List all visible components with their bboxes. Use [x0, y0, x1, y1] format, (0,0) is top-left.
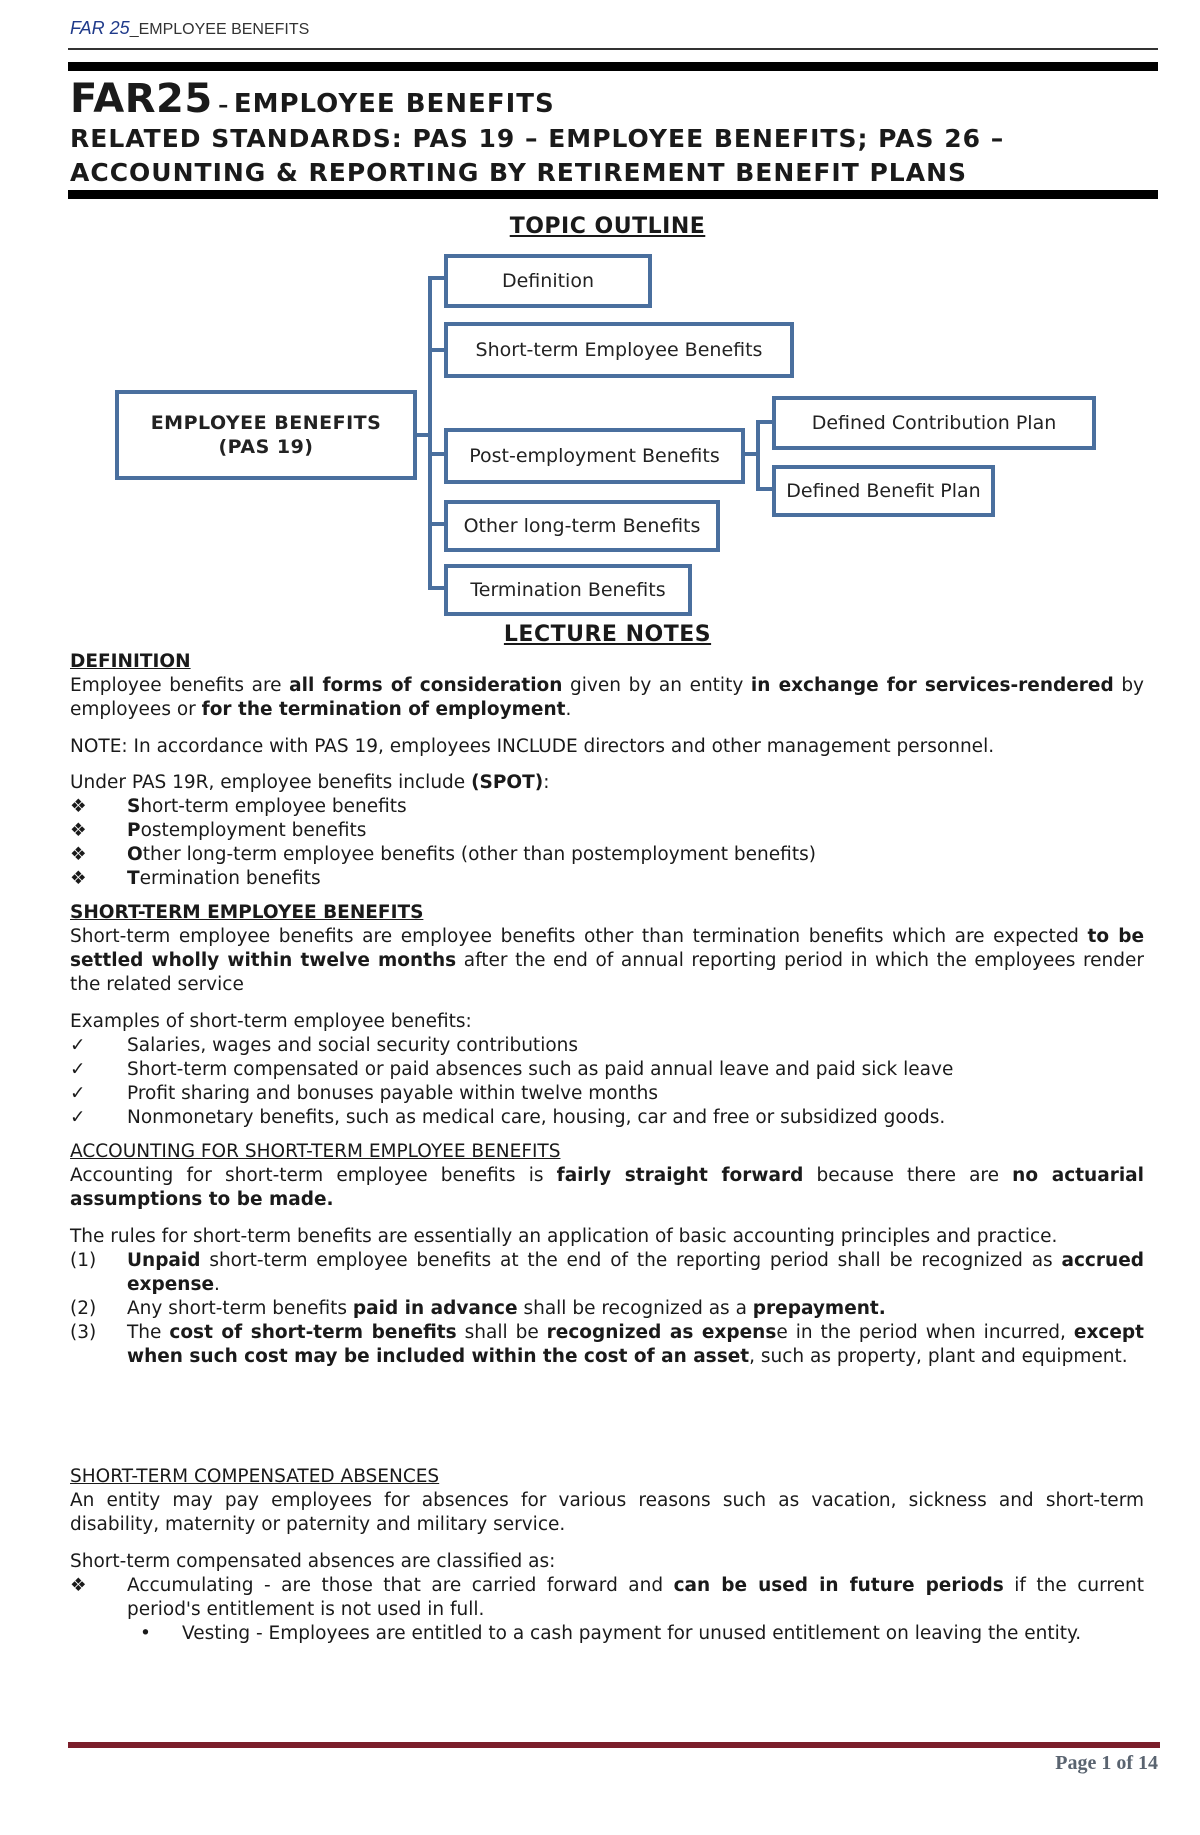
text-run: after the end of annual reporting period in which the employees render the related service	[70, 950, 1144, 995]
text-run: Under PAS 19R, employee benefits include	[70, 772, 472, 793]
text-run-bold: to be settled wholly within twelve months	[70, 926, 1144, 971]
rule-number: (1)	[70, 1250, 97, 1271]
outline-root-box	[115, 390, 417, 480]
outline-label-defined-contribution: Defined Contribution Plan	[811, 412, 1057, 434]
outline-root-sublabel: (PAS 19)	[218, 436, 314, 458]
title-code: FAR25	[70, 76, 213, 122]
diamond-bullet-icon: ❖	[70, 868, 87, 889]
outline-box-short-term	[444, 322, 794, 378]
text-run: shall be	[456, 1322, 547, 1343]
definition-heading-text: DEFINITION	[70, 651, 191, 672]
outline-box-definition	[444, 254, 652, 308]
connector-defined-benefit	[756, 487, 772, 491]
diamond-bullet-icon: ❖	[70, 820, 87, 841]
text-run-bold: for the termination of employment	[201, 699, 566, 720]
connector-post-employment	[428, 452, 444, 456]
text-run: Employee benefits are	[70, 675, 290, 696]
text-run-bold: except when such cost may be included within the cost of an asset	[127, 1322, 1144, 1367]
example-text: Salaries, wages and social security contributions	[127, 1035, 579, 1056]
spot-text: ostemployment benefits	[140, 820, 367, 841]
text-run: .	[565, 699, 572, 720]
related-standards-line1: RELATED STANDARDS: PAS 19 – EMPLOYEE BENEFITS; PAS 26 –	[70, 124, 1005, 153]
title-dash: –	[218, 93, 229, 117]
outline-box-defined-benefit	[772, 465, 995, 517]
absences-classification-intro: Short-term compensated absences are classified as:	[70, 1551, 556, 1572]
vesting-text: Vesting - Employees are entitled to a cash payment for unused entitlement on leaving the entity.	[182, 1623, 1082, 1644]
text-run: , such as property, plant and equipment.	[749, 1346, 1128, 1367]
absences-paragraph: An entity may pay employees for absences for various reasons such as vacation, sickness and short-term disability, maternity or paternity and military service.	[70, 1490, 1144, 1535]
text-run: short-term employee benefits at the end of the reporting period shall be recognized as	[200, 1250, 1062, 1271]
accounting-heading-text: ACCOUNTING FOR SHORT-TERM EMPLOYEE BENEFITS	[70, 1141, 561, 1162]
example-text: Nonmonetary benefits, such as medical care, housing, car and free or subsidized goods.	[127, 1107, 946, 1128]
absences-heading	[70, 1465, 1144, 1489]
text-run-bold: (SPOT)	[471, 772, 544, 793]
outline-box-defined-contribution	[772, 396, 1096, 450]
text-run: The	[127, 1322, 170, 1343]
rule-number: (3)	[70, 1322, 97, 1343]
text-run-bold: fairly straight forward	[556, 1165, 804, 1186]
connector-short-term	[428, 348, 444, 352]
related-standards-line2: ACCOUNTING & REPORTING BY RETIREMENT BENEFIT PLANS	[70, 158, 967, 187]
text-run-bold: in exchange for services-rendered	[750, 675, 1114, 696]
definition-heading	[70, 650, 1144, 674]
outline-label-definition: Definition	[501, 270, 594, 292]
definition-note: NOTE: In accordance with PAS 19, employees INCLUDE directors and other management personnel.	[70, 736, 995, 757]
spot-letter: P	[127, 820, 141, 841]
short-term-heading-text: SHORT-TERM EMPLOYEE BENEFITS	[70, 902, 424, 923]
topic-outline-heading: TOPIC OUTLINE	[509, 214, 706, 239]
spot-text: hort-term employee benefits	[140, 796, 407, 817]
text-run-bold: recognized as expens	[546, 1322, 777, 1343]
text-run: :	[543, 772, 550, 793]
page-number: Page 1 of 14	[1055, 1752, 1158, 1774]
footer-rule	[68, 1742, 1160, 1748]
spot-text: ermination benefits	[139, 868, 321, 889]
text-run-bold: Unpaid	[127, 1250, 201, 1271]
spot-letter: S	[127, 796, 141, 817]
outline-root-label: EMPLOYEE BENEFITS	[150, 412, 382, 434]
dot-bullet-icon: •	[140, 1623, 151, 1644]
spot-letter: T	[127, 868, 140, 889]
text-run: shall be recognized as a	[517, 1298, 753, 1319]
outline-label-other-long-term: Other long-term Benefits	[463, 515, 701, 537]
checkmark-icon: ✓	[70, 1059, 86, 1080]
accounting-paragraph	[70, 1164, 1144, 1212]
connector-other-long-term	[428, 522, 444, 526]
text-run: .	[214, 1274, 220, 1295]
running-header-title: _EMPLOYEE BENEFITS	[129, 21, 310, 38]
text-run: if the current period's entitlement is not used in full.	[127, 1575, 1144, 1620]
checkmark-icon: ✓	[70, 1083, 86, 1104]
outline-label-defined-benefit: Defined Benefit Plan	[786, 480, 981, 502]
text-run-bold: no actuarial assumptions to be made.	[70, 1165, 1144, 1210]
diamond-bullet-icon: ❖	[70, 796, 87, 817]
outline-box-other-long-term	[444, 500, 720, 552]
diamond-bullet-icon: ❖	[70, 844, 87, 865]
document-title	[70, 76, 555, 122]
text-run: Accounting for short-term employee benefits is	[70, 1165, 557, 1186]
rules-intro: The rules for short-term benefits are essentially an application of basic accounting principles and practice.	[70, 1226, 1058, 1247]
short-term-heading	[70, 901, 1144, 925]
rule-number: (2)	[70, 1298, 97, 1319]
spot-intro	[70, 771, 1144, 795]
connector-trunk	[428, 276, 432, 590]
connector-termination	[428, 586, 444, 590]
example-text: Profit sharing and bonuses payable within twelve months	[127, 1083, 658, 1104]
related-standards	[70, 122, 1160, 190]
text-run-bold: prepayment.	[752, 1298, 886, 1319]
text-run: by employees or	[70, 675, 1145, 720]
text-run-bold: can be used in future periods	[673, 1575, 1004, 1596]
accounting-heading	[70, 1140, 1144, 1164]
title-top-rule	[68, 62, 1158, 71]
title-bottom-rule	[68, 190, 1158, 199]
text-run: Any short-term benefits	[127, 1298, 353, 1319]
text-run: given by an entity	[562, 675, 751, 696]
lecture-notes-heading: LECTURE NOTES	[503, 622, 712, 647]
diamond-bullet-icon: ❖	[70, 1575, 87, 1596]
title-name: EMPLOYEE BENEFITS	[233, 89, 555, 119]
outline-box-post-employment	[444, 428, 745, 484]
running-header-code: FAR 25	[70, 18, 130, 38]
text-run: Short-term employee benefits are employee benefits other than termination benefits which are expected	[70, 926, 1088, 947]
text-run-bold: cost of short-term benefits	[169, 1322, 457, 1343]
outline-box-termination	[444, 564, 692, 616]
text-run: because there are	[803, 1165, 1013, 1186]
text-run: Accumulating - are those that are carried forward and	[127, 1575, 674, 1596]
connector-post-trunk	[756, 420, 760, 490]
text-run-bold: all forms of consideration	[289, 675, 563, 696]
checkmark-icon: ✓	[70, 1035, 86, 1056]
absences-heading-text: SHORT-TERM COMPENSATED ABSENCES	[70, 1466, 440, 1487]
definition-paragraph	[70, 674, 1144, 722]
short-term-paragraph	[70, 925, 1144, 997]
text-run-bold: accrued expense	[127, 1250, 1144, 1295]
outline-label-termination: Termination Benefits	[470, 579, 666, 601]
outline-label-short-term: Short-term Employee Benefits	[475, 339, 763, 361]
examples-intro: Examples of short-term employee benefits:	[70, 1011, 472, 1032]
header-rule	[68, 48, 1158, 50]
checkmark-icon: ✓	[70, 1107, 86, 1128]
running-header	[70, 18, 309, 39]
example-text: Short-term compensated or paid absences such as paid annual leave and paid sick leave	[127, 1059, 954, 1080]
spot-text: ther long-term employee benefits (other than postemployment benefits)	[142, 844, 816, 865]
outline-label-post-employment: Post-employment Benefits	[469, 445, 720, 467]
connector-definition	[428, 276, 444, 280]
text-run-bold: paid in advance	[352, 1298, 518, 1319]
spot-letter: O	[127, 844, 143, 865]
text-run: e in the period when incurred,	[776, 1322, 1074, 1343]
